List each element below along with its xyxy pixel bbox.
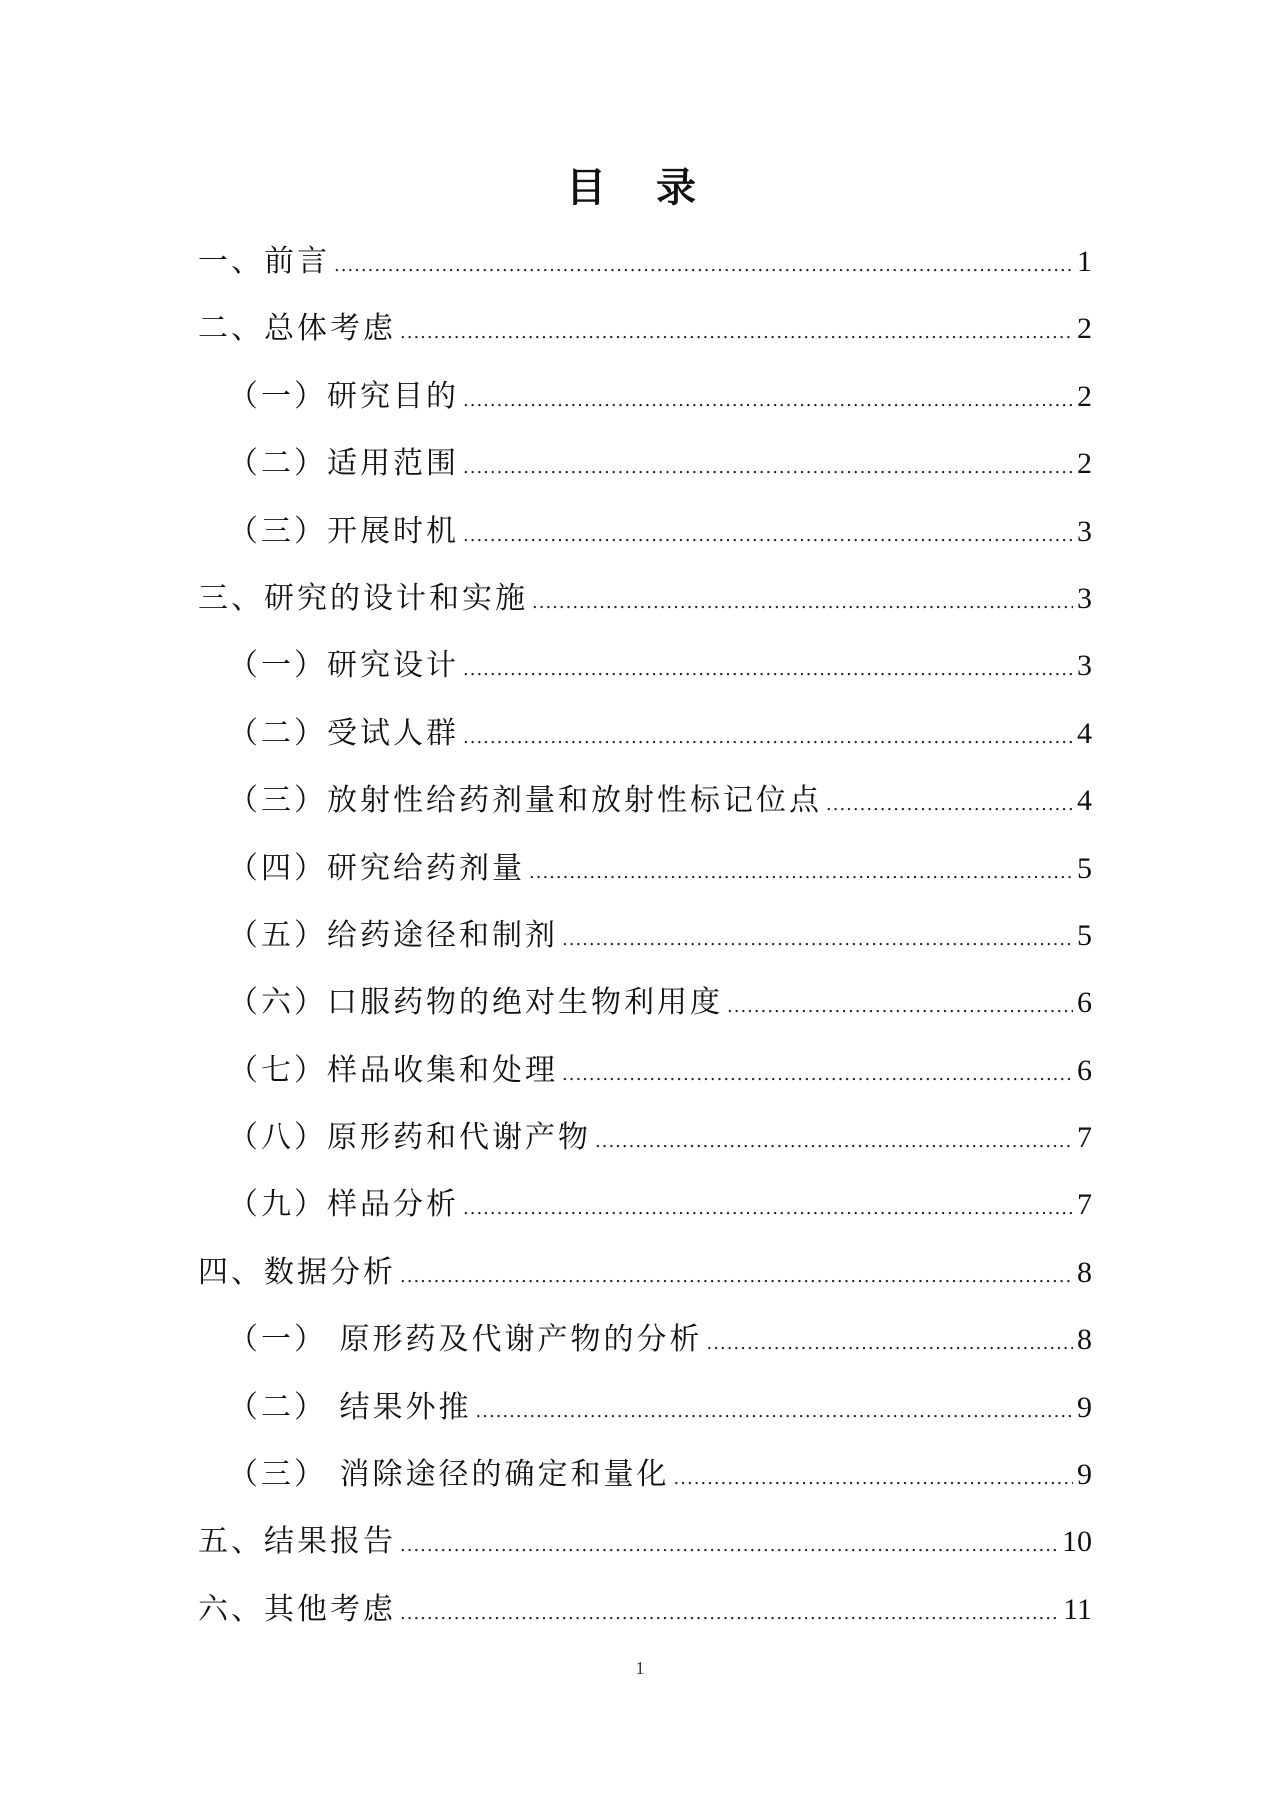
toc-entry-page: 2 <box>1077 447 1092 481</box>
toc-leader-dots <box>476 1378 1073 1445</box>
toc-leader-dots <box>674 1445 1073 1512</box>
toc-entry-study-design[interactable] <box>198 632 1092 699</box>
toc-entry-page: 9 <box>1077 1458 1092 1492</box>
toc-entry-general-considerations[interactable] <box>198 295 1092 362</box>
toc-entry-page: 6 <box>1077 986 1092 1020</box>
toc-entry-label: （一）研究设计 <box>228 648 459 684</box>
toc-leader-dots <box>562 1041 1073 1108</box>
toc-entry-label: （三）放射性给药剂量和放射性标记位点 <box>228 783 822 819</box>
toc-entry-data-analysis[interactable] <box>198 1239 1092 1306</box>
toc-entry-results-report[interactable] <box>198 1508 1092 1575</box>
toc-leader-dots <box>595 1108 1073 1175</box>
toc-leader-dots <box>727 973 1073 1040</box>
toc-entry-label: （二）适用范围 <box>228 446 459 482</box>
toc-entry-bioavailability[interactable] <box>198 969 1092 1036</box>
toc-entry-page: 4 <box>1077 716 1092 750</box>
toc-entry-label: 六、其他考虑 <box>198 1591 396 1627</box>
toc-entry-label: （二） 结果外推 <box>228 1389 472 1425</box>
toc-entry-label: （八）原形药和代谢产物 <box>228 1120 591 1156</box>
toc-entry-page: 4 <box>1077 784 1092 818</box>
toc-entry-label: 五、结果报告 <box>198 1524 396 1560</box>
toc-entry-label: （三）开展时机 <box>228 513 459 549</box>
toc-entry-sample-collection[interactable] <box>198 1037 1092 1104</box>
page-title: 目 录 <box>566 164 714 211</box>
toc-entry-page: 3 <box>1077 514 1092 548</box>
toc-entry-page: 7 <box>1077 1121 1092 1155</box>
toc-leader-dots <box>529 839 1073 906</box>
toc-entry-page: 7 <box>1077 1188 1092 1222</box>
toc-entry-label: （一）研究目的 <box>228 378 459 414</box>
toc-leader-dots <box>400 1512 1058 1579</box>
toc-entry-page: 10 <box>1062 1525 1092 1559</box>
toc-entry-page: 3 <box>1077 581 1092 615</box>
toc-leader-dots <box>463 434 1073 501</box>
toc-entry-elimination-pathways[interactable] <box>198 1441 1092 1508</box>
toc-leader-dots <box>463 704 1073 771</box>
toc-leader-dots <box>463 367 1073 434</box>
toc-entry-page: 2 <box>1077 379 1092 413</box>
toc-leader-dots <box>463 1175 1073 1242</box>
toc-entry-label: （一） 原形药及代谢产物的分析 <box>228 1322 703 1358</box>
toc-leader-dots <box>400 1580 1059 1647</box>
toc-entry-label: 三、研究的设计和实施 <box>198 580 528 616</box>
toc-entry-label: （四）研究给药剂量 <box>228 850 525 886</box>
toc-leader-dots <box>334 232 1073 299</box>
toc-leader-dots <box>562 906 1073 973</box>
toc-leader-dots <box>400 1243 1073 1310</box>
toc-entry-parent-metabolite-analysis[interactable] <box>198 1306 1092 1373</box>
toc-entry-sample-analysis[interactable] <box>198 1171 1092 1238</box>
toc-leader-dots <box>463 502 1073 569</box>
toc-leader-dots <box>400 299 1073 366</box>
toc-leader-dots <box>532 569 1073 636</box>
toc-entry-page: 6 <box>1077 1053 1092 1087</box>
toc-entry-design-and-conduct[interactable] <box>198 565 1092 632</box>
toc-entry-research-purpose[interactable] <box>198 363 1092 430</box>
page-number: 1 <box>635 1658 645 1678</box>
toc-entry-label: （三） 消除途径的确定和量化 <box>228 1457 670 1493</box>
toc-entry-parent-metabolites[interactable] <box>198 1104 1092 1171</box>
toc-entry-route-formulation[interactable] <box>198 902 1092 969</box>
toc-entry-subjects[interactable] <box>198 700 1092 767</box>
toc-entry-page: 11 <box>1063 1592 1092 1626</box>
toc-entry-extrapolation[interactable] <box>198 1374 1092 1441</box>
toc-entry-label: 一、前言 <box>198 244 330 279</box>
toc-entry-label: （七）样品收集和处理 <box>228 1052 558 1088</box>
toc-entry-other-considerations[interactable] <box>198 1576 1092 1643</box>
toc-leader-dots <box>826 771 1073 838</box>
table-of-contents <box>198 228 1092 1643</box>
toc-leader-dots <box>463 636 1073 703</box>
toc-entry-label: 四、数据分析 <box>198 1254 396 1290</box>
toc-entry-page: 9 <box>1077 1390 1092 1424</box>
toc-entry-label: （五）给药途径和制剂 <box>228 917 558 953</box>
toc-entry-preface[interactable] <box>198 228 1092 295</box>
toc-leader-dots <box>707 1310 1073 1377</box>
toc-entry-page: 8 <box>1077 1323 1092 1357</box>
toc-entry-label: （二）受试人群 <box>228 715 459 751</box>
toc-entry-page: 2 <box>1077 312 1092 346</box>
toc-entry-page: 1 <box>1077 245 1092 278</box>
toc-entry-timing[interactable] <box>198 498 1092 565</box>
toc-entry-page: 8 <box>1077 1255 1092 1289</box>
toc-entry-page: 5 <box>1077 918 1092 952</box>
toc-entry-radioactive-dose[interactable] <box>198 767 1092 834</box>
toc-entry-scope[interactable] <box>198 430 1092 497</box>
toc-entry-label: （六）口服药物的绝对生物利用度 <box>228 985 723 1021</box>
toc-entry-label: 二、总体考虑 <box>198 311 396 347</box>
toc-entry-study-dose[interactable] <box>198 835 1092 902</box>
toc-entry-page: 3 <box>1077 649 1092 683</box>
toc-entry-page: 5 <box>1077 851 1092 885</box>
toc-entry-label: （九）样品分析 <box>228 1187 459 1223</box>
